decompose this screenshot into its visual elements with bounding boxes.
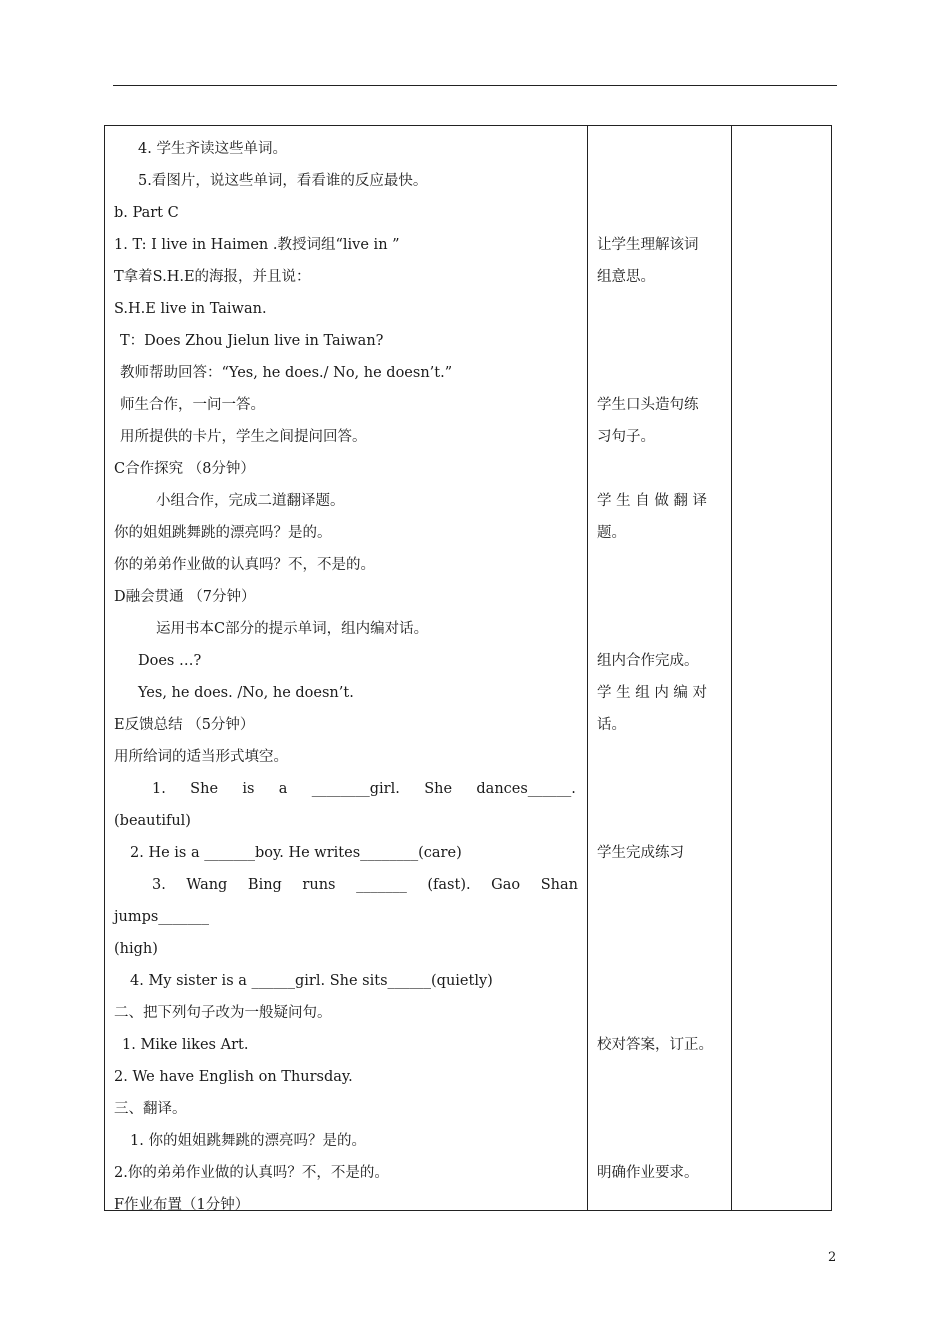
note-line: 组内合作完成。 <box>597 653 699 669</box>
exercise-line: (beautiful) <box>114 813 191 829</box>
note-line: 组意思。 <box>597 269 655 285</box>
section-heading: D融会贯通 （7分钟） <box>114 589 256 605</box>
word: Gao <box>491 877 521 893</box>
step-line: Yes, he does. /No, he doesn’t. <box>138 685 354 701</box>
step-line: 5.看图片，说这些单词，看看谁的反应最快。 <box>138 173 428 189</box>
word: ________girl. <box>311 781 400 797</box>
exercise-line: 2.你的弟弟作业做的认真吗？不，不是的。 <box>114 1165 389 1181</box>
section-heading: F作业布置（1分钟） <box>114 1197 250 1213</box>
step-line: 小组合作，完成二道翻译题。 <box>156 493 345 509</box>
step-line: T拿着S.H.E的海报，并且说： <box>114 269 311 285</box>
exercise-line: 4. My sister is a ______girl. She sits______(quietly) <box>130 973 493 989</box>
word: runs <box>302 877 336 893</box>
word: (fast). <box>427 877 471 893</box>
word: Bing <box>247 877 282 893</box>
section-heading: b. Part C <box>114 205 179 221</box>
exercise-line: 1. Mike likes Art. <box>122 1037 249 1053</box>
step-line: 你的弟弟作业做的认真吗？不，不是的。 <box>114 557 375 573</box>
word: 1. <box>152 781 166 797</box>
exercise-line <box>152 875 578 895</box>
step-line: 运用书本C部分的提示单词，组内编对话。 <box>156 621 429 637</box>
word: dances______. <box>476 781 576 797</box>
word: Shan <box>540 877 578 893</box>
word: She <box>190 781 219 797</box>
table-column-divider <box>731 126 732 1210</box>
step-line: 用所给词的适当形式填空。 <box>114 749 288 765</box>
note-line: 学 生 自 做 翻 译 <box>597 493 708 509</box>
word: _______ <box>356 877 407 893</box>
exercise-line <box>152 779 576 799</box>
note-line: 明确作业要求。 <box>597 1165 699 1181</box>
word: She <box>424 781 453 797</box>
note-line: 学生口头造句练 <box>597 397 699 413</box>
word: is <box>242 781 255 797</box>
note-line: 话。 <box>597 717 626 733</box>
section-heading: 二、把下列句子改为一般疑问句。 <box>114 1005 332 1021</box>
step-line: 1. T: I live in Haimen .教授词组“live in ” <box>114 237 400 253</box>
section-heading: 三、翻译。 <box>114 1101 187 1117</box>
note-line: 习句子。 <box>597 429 655 445</box>
section-heading: E反馈总结 （5分钟） <box>114 717 255 733</box>
exercise-line: 2. He is a _______boy. He writes________(care) <box>130 845 462 861</box>
step-line: T：Does Zhou Jielun live in Taiwan? <box>120 333 384 349</box>
section-heading: C合作探究 （8分钟） <box>114 461 255 477</box>
note-line: 学 生 组 内 编 对 <box>597 685 708 701</box>
table-column-divider <box>587 126 588 1210</box>
step-line: 你的姐姐跳舞跳的漂亮吗？是的。 <box>114 525 332 541</box>
note-line: 学生完成练习 <box>597 845 684 861</box>
step-line: 教师帮助回答：“Yes, he does./ No, he doesn’t.” <box>120 365 453 381</box>
exercise-line: 1. 你的姐姐跳舞跳的漂亮吗？是的。 <box>130 1133 366 1149</box>
exercise-line: (high) <box>114 941 158 957</box>
note-line: 校对答案，订正。 <box>597 1037 713 1053</box>
step-line: 师生合作，一问一答。 <box>120 397 265 413</box>
word: a <box>278 781 288 797</box>
step-line: 4. 学生齐读这些单词。 <box>138 141 287 157</box>
word: Wang <box>186 877 228 893</box>
exercise-line: jumps_______ <box>114 909 210 925</box>
note-line: 题。 <box>597 525 626 541</box>
step-line: S.H.E live in Taiwan. <box>114 301 267 317</box>
word: 3. <box>152 877 166 893</box>
header-rule <box>113 85 837 86</box>
step-line: 用所提供的卡片，学生之间提问回答。 <box>120 429 367 445</box>
exercise-line: 2. We have English on Thursday. <box>114 1069 353 1085</box>
step-line: Does …? <box>138 653 202 669</box>
note-line: 让学生理解该词 <box>597 237 699 253</box>
page-number: 2 <box>828 1250 837 1265</box>
